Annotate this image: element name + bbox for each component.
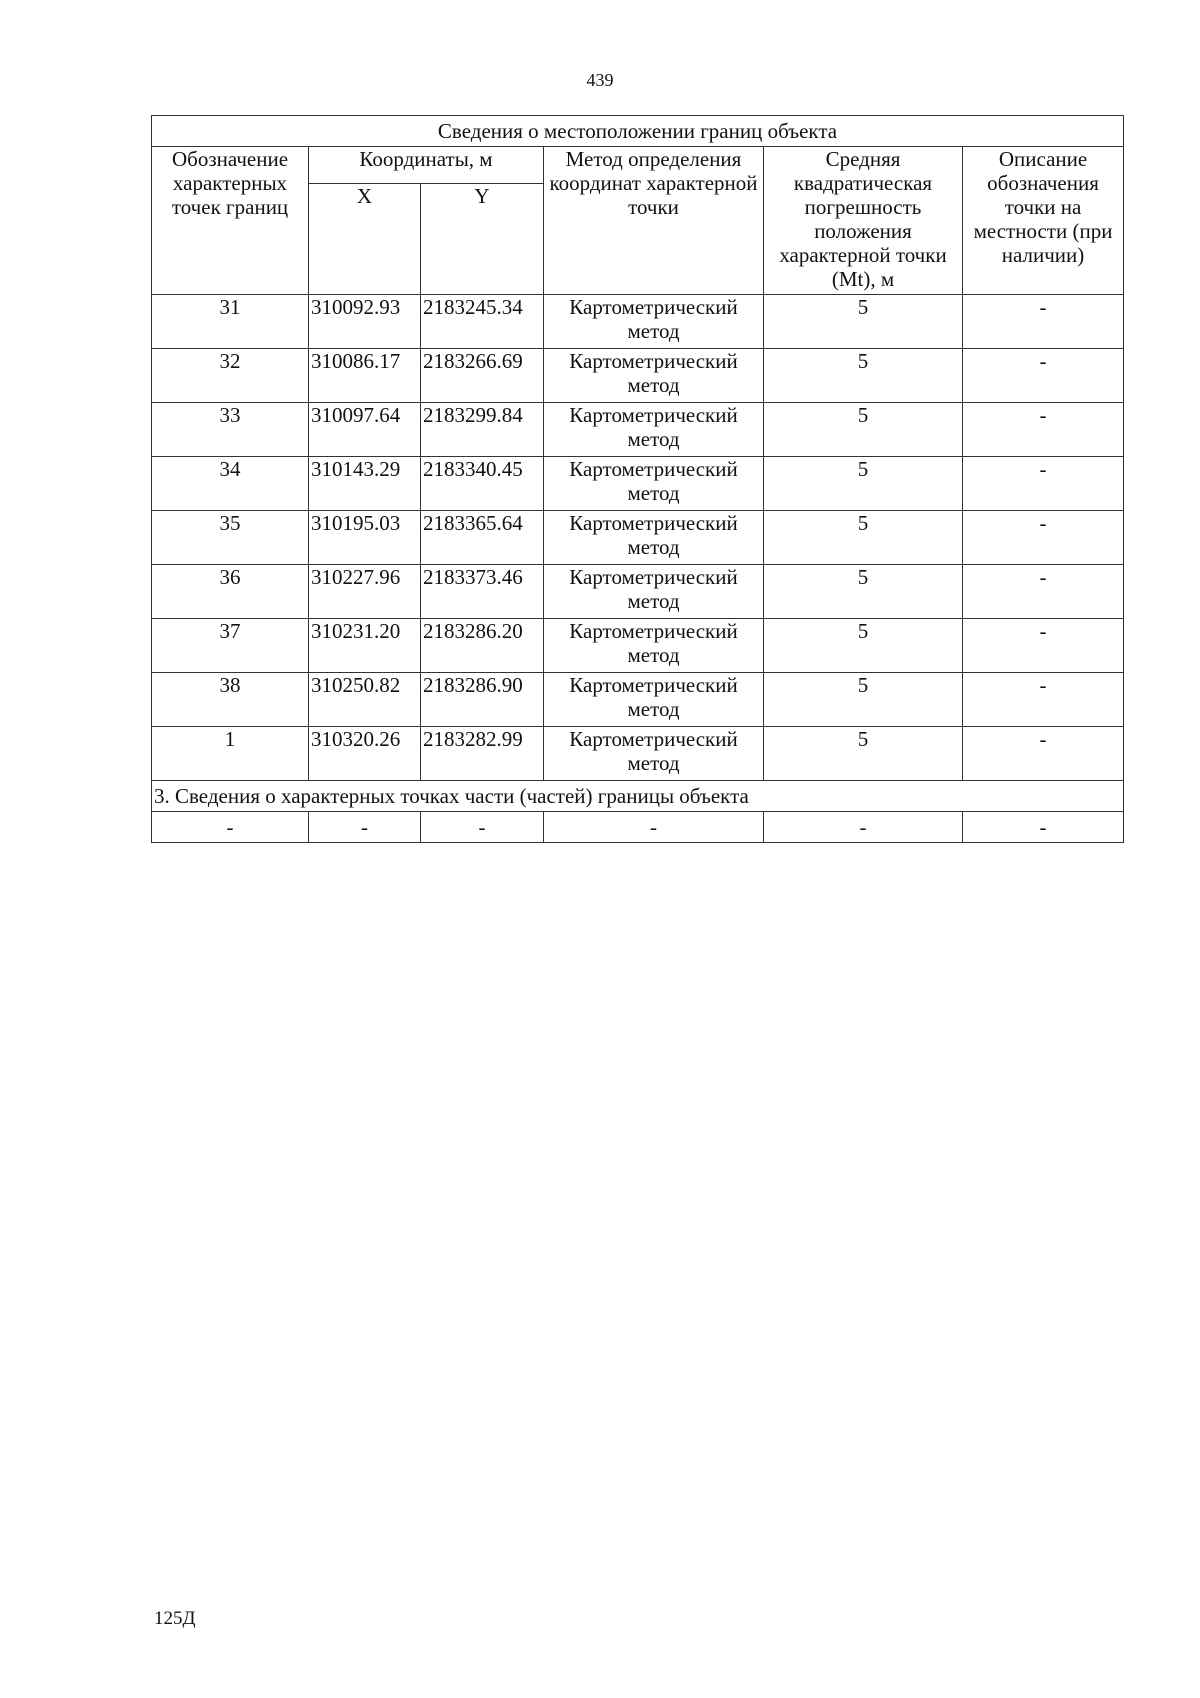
table-row (152, 619, 1124, 673)
cell-y: 2183299.84 (421, 403, 544, 457)
cell-x: 310092.93 (309, 295, 421, 349)
cell-x: 310195.03 (309, 511, 421, 565)
boundary-table (151, 115, 1124, 843)
cell-description: - (963, 295, 1124, 349)
cell-point: 31 (152, 295, 309, 349)
header-error: Средняя квадратическая погрешность положения характерной точки (Mt), м (764, 147, 963, 295)
cell-y: 2183365.64 (421, 511, 544, 565)
footer-code: 125Д (154, 1608, 196, 1629)
cell-description: - (963, 619, 1124, 673)
cell-description: - (963, 565, 1124, 619)
cell-point: 32 (152, 349, 309, 403)
table-row (152, 457, 1124, 511)
cell-x: 310227.96 (309, 565, 421, 619)
header-description: Описание обозначения точки на местности (при наличии) (963, 147, 1124, 295)
cell-error: 5 (764, 727, 963, 781)
cell-method: - (544, 812, 764, 843)
cell-y: 2183340.45 (421, 457, 544, 511)
table-row (152, 349, 1124, 403)
page-number: 439 (586, 70, 614, 90)
cell-description: - (963, 403, 1124, 457)
cell-error: 5 (764, 349, 963, 403)
cell-x: 310097.64 (309, 403, 421, 457)
table-row (152, 511, 1124, 565)
cell-method: Картометрический метод (544, 619, 764, 673)
header-x: X (309, 184, 421, 295)
cell-x: 310143.29 (309, 457, 421, 511)
cell-point: 38 (152, 673, 309, 727)
table-row (152, 403, 1124, 457)
cell-y: 2183245.34 (421, 295, 544, 349)
table-row (152, 727, 1124, 781)
cell-point: 37 (152, 619, 309, 673)
header-y: Y (421, 184, 544, 295)
cell-method: Картометрический метод (544, 727, 764, 781)
cell-error: 5 (764, 511, 963, 565)
cell-x: 310231.20 (309, 619, 421, 673)
cell-y: 2183286.20 (421, 619, 544, 673)
cell-point: - (152, 812, 309, 843)
cell-error: 5 (764, 457, 963, 511)
cell-error: 5 (764, 619, 963, 673)
cell-y: - (421, 812, 544, 843)
cell-method: Картометрический метод (544, 673, 764, 727)
cell-error: 5 (764, 403, 963, 457)
table-title: Сведения о местоположении границ объекта (152, 116, 1124, 147)
cell-description: - (963, 812, 1124, 843)
cell-x: 310086.17 (309, 349, 421, 403)
cell-x: 310320.26 (309, 727, 421, 781)
section-3-title: 3. Сведения о характерных точках части (частей) границы объекта (152, 781, 1124, 812)
header-point: Обозначение характерных точек границ (152, 147, 309, 295)
cell-x: - (309, 812, 421, 843)
cell-y: 2183286.90 (421, 673, 544, 727)
cell-method: Картометрический метод (544, 511, 764, 565)
cell-point: 36 (152, 565, 309, 619)
header-coordinates: Координаты, м (309, 147, 544, 184)
cell-method: Картометрический метод (544, 565, 764, 619)
cell-description: - (963, 673, 1124, 727)
cell-description: - (963, 457, 1124, 511)
cell-error: 5 (764, 295, 963, 349)
cell-y: 2183266.69 (421, 349, 544, 403)
cell-point: 1 (152, 727, 309, 781)
cell-method: Картометрический метод (544, 457, 764, 511)
cell-point: 33 (152, 403, 309, 457)
table-row (152, 295, 1124, 349)
table-row (152, 812, 1124, 843)
cell-error: 5 (764, 565, 963, 619)
cell-description: - (963, 511, 1124, 565)
table-row (152, 565, 1124, 619)
cell-description: - (963, 349, 1124, 403)
cell-method: Картометрический метод (544, 349, 764, 403)
cell-y: 2183373.46 (421, 565, 544, 619)
cell-method: Картометрический метод (544, 403, 764, 457)
cell-description: - (963, 727, 1124, 781)
cell-error: 5 (764, 673, 963, 727)
table-row (152, 673, 1124, 727)
cell-x: 310250.82 (309, 673, 421, 727)
cell-point: 35 (152, 511, 309, 565)
cell-error: - (764, 812, 963, 843)
header-method: Метод определения координат характерной точки (544, 147, 764, 295)
cell-y: 2183282.99 (421, 727, 544, 781)
cell-point: 34 (152, 457, 309, 511)
cell-method: Картометрический метод (544, 295, 764, 349)
